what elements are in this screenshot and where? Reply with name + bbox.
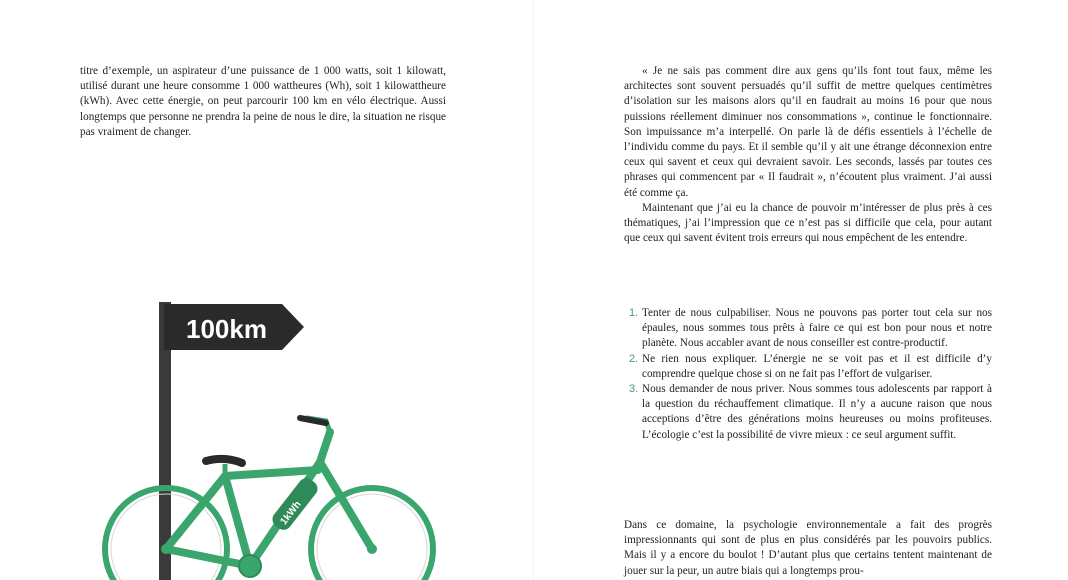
list-number: 2. <box>629 352 639 365</box>
list-item <box>624 306 992 352</box>
intro-paragraph-1: « Je ne sais pas comment dire aux gens qu’ils font tout faux, même les architectes sont souvent persuadés qu’il suffit de mettre quelques centimètres d’isolation sur les maisons alors qu’il en faudrait au moins 16 pour que nous puissions réellement diminuer nos consommations », continue le fonctionnaire. Son impuissance m’a interpellé. On parle là de défis essentiels à l’échelle de l’individu comme du pays. Et il semble qu’il y ait une étrange déconnexion entre ceux qui savent et ceux qui devraient savoir. Les seconds, lassés par toutes ces phrases qui commencent par « Il faudrait », n’écoutent plus vraiment. J’ai aussi été comme ça. <box>624 65 992 199</box>
left-paragraph: titre d’exemple, un aspirateur d’une puissance de 1 000 watts, soit 1 kilowatt, utilisé durant une heure consomme 1 000 wattheures (Wh), soit 1 kilowattheure (kWh). Avec cette énergie, on peut parcourir 100 km en vélo électrique. Aussi longtemps que personne ne prendra la peine de nous le dire, la situation ne risque pas vraiment de changer. <box>80 65 446 138</box>
front-wheel <box>311 488 433 580</box>
list-number: 3. <box>629 383 639 396</box>
intro-block <box>624 64 992 246</box>
outro-block <box>624 518 992 579</box>
sign-text: 100km <box>186 314 267 344</box>
crank <box>239 555 261 577</box>
list-number: 1. <box>629 307 639 319</box>
intro-paragraph-2: Maintenant que j’ai eu la chance de pouvoir m’intéresser de plus près à ces thématiques, j’ai l’impression que ce n’est pas si difficile que cela, pour autant que ceux qui savent évitent trois erreurs qui nous empêchent de les entendre. <box>624 201 992 245</box>
errors-list <box>624 306 992 443</box>
list-text: Ne rien nous expliquer. L’énergie ne se voit pas et il est difficile d’y comprendre quelque chose si on ne fait pas l’effort de vulgariser. <box>642 352 992 380</box>
list-item <box>624 352 992 382</box>
bike-seat <box>206 459 242 463</box>
outro-paragraph: Dans ce domaine, la psychologie environnementale a fait des progrès impressionnants qui sont de plus en plus considérés par les pouvoirs publics. Mais il y a encore du boulot ! D’autant plus que certains tentent maintenant de jouer sur la peur, un autre biais qui a longtemps prou- <box>624 519 992 577</box>
list-text: Nous demander de nous priver. Nous sommes tous adolescents par rapport à la question du réchauffement climatique. Il n’y a aucune raison que nous acceptions d’être des générations moins heureuses ou moins profiteuses. L’écologie c’est la possibilité de vivre mieux : ce seul argument suffit. <box>642 383 992 441</box>
list-item <box>624 382 992 443</box>
list-text: Tenter de nous culpabiliser. Nous ne pouvons pas porter tout cela sur nos épaules, nous sommes tous prêts à faire ce qui est bon pour nous et notre planète. Nous accabler avant de nous conseiller est contre-productif. <box>642 307 992 350</box>
battery-label: 1kWh <box>278 499 304 528</box>
right-page <box>534 0 1068 580</box>
